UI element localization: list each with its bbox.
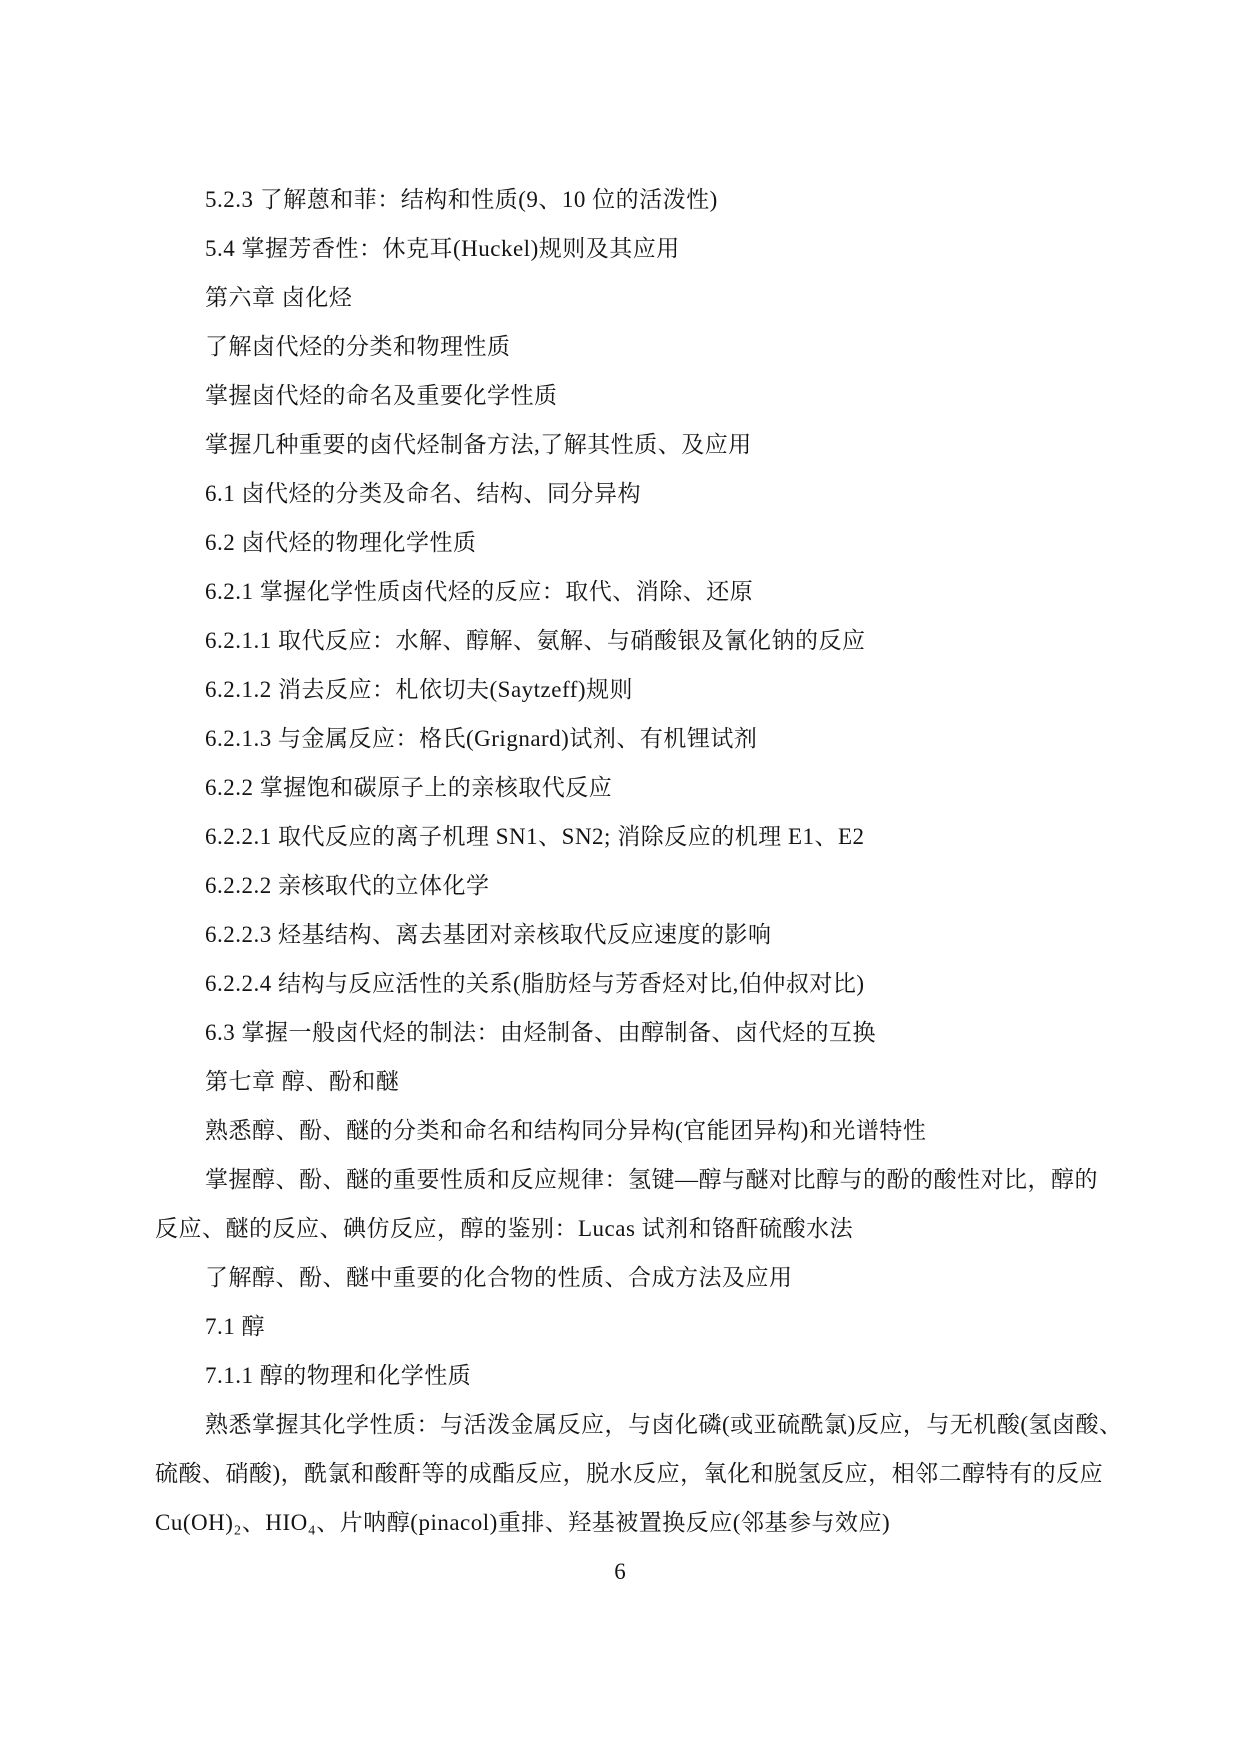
text-line: 6.2.1 掌握化学性质卤代烃的反应：取代、消除、还原: [205, 579, 754, 604]
text-line: 第六章 卤化烃: [205, 285, 353, 310]
text-line: 6.2.2.3 烃基结构、离去基团对亲核取代反应速度的影响: [205, 922, 772, 947]
text-line: 6.2.2.4 结构与反应活性的关系(脂肪烃与芳香烃对比,伯仲叔对比): [205, 971, 865, 996]
text-line: 6.2.1.2 消去反应：札依切夫(Saytzeff)规则: [205, 677, 634, 702]
text-line: 6.2.1.1 取代反应：水解、醇解、氨解、与硝酸银及氰化钠的反应: [205, 628, 866, 653]
text-line: 6.2.2.2 亲核取代的立体化学: [205, 873, 490, 898]
text-line: 6.2 卤代烃的物理化学性质: [205, 530, 477, 555]
text-line: 熟悉掌握其化学性质：与活泼金属反应，与卤化磷(或亚硫酰氯)反应，与无机酸(氢卤酸、: [205, 1412, 1123, 1437]
text-line: 7.1 醇: [205, 1314, 265, 1339]
text-line: 6.3 掌握一般卤代烃的制法：由烃制备、由醇制备、卤代烃的互换: [205, 1020, 876, 1045]
text-line: 6.2.2.1 取代反应的离子机理 SN1、SN2; 消除反应的机理 E1、E2: [205, 824, 865, 849]
text-line: 5.4 掌握芳香性：休克耳(Huckel)规则及其应用: [205, 236, 680, 261]
text-line: Cu(OH)₂、HIO₄、片呐醇(pinacol)重排、羟基被置换反应(邻基参与效应): [155, 1510, 891, 1535]
text-line: 熟悉醇、酚、醚的分类和命名和结构同分异构(官能团异构)和光谱特性: [205, 1118, 927, 1143]
page-number: 6: [614, 1559, 626, 1584]
text-line: 了解卤代烃的分类和物理性质: [205, 334, 511, 359]
text-line: 7.1.1 醇的物理和化学性质: [205, 1363, 472, 1388]
text-line: 硫酸、硝酸)，酰氯和酸酐等的成酯反应，脱水反应，氧化和脱氢反应，相邻二醇特有的反应: [155, 1461, 1104, 1486]
text-line: 6.2.2 掌握饱和碳原子上的亲核取代反应: [205, 775, 613, 800]
text-line: 反应、醚的反应、碘仿反应，醇的鉴别：Lucas 试剂和铬酐硫酸水法: [155, 1216, 854, 1241]
text-line: 第七章 醇、酚和醚: [205, 1069, 400, 1094]
text-line: 6.2.1.3 与金属反应：格氏(Grignard)试剂、有机锂试剂: [205, 726, 758, 751]
text-line: 掌握卤代烃的命名及重要化学性质: [205, 383, 558, 408]
text-line: 掌握几种重要的卤代烃制备方法,了解其性质、及应用: [205, 432, 752, 457]
text-line: 6.1 卤代烃的分类及命名、结构、同分异构: [205, 481, 641, 506]
text-line: 掌握醇、酚、醚的重要性质和反应规律：氢键—醇与醚对比醇与的酚的酸性对比，醇的: [205, 1167, 1098, 1192]
text-line: 了解醇、酚、醚中重要的化合物的性质、合成方法及应用: [205, 1265, 793, 1290]
text-line: 5.2.3 了解蒽和菲：结构和性质(9、10 位的活泼性): [205, 187, 718, 212]
document-body: [155, 175, 1123, 1547]
